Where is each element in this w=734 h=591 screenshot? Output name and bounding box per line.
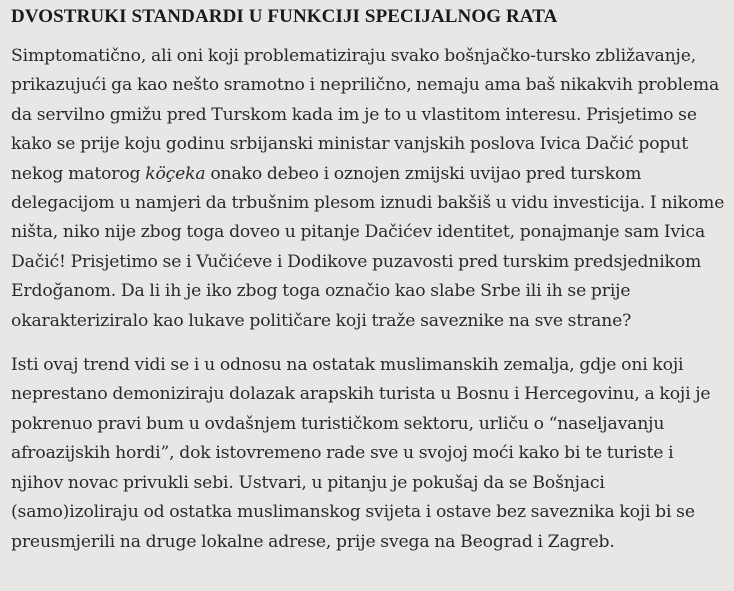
section-heading: DVOSTRUKI STANDARDI U FUNKCIJI SPECIJALNOG RATA bbox=[11, 6, 558, 27]
paragraph-1 bbox=[11, 42, 727, 336]
paragraph-1-italic-term: köçeka bbox=[145, 163, 206, 184]
paragraph-1-text-start: Simptomatično, ali oni koji problematiziraju svako bošnjačko-tursko zbližavanje, prikazujući ga kao nešto sramotno i neprilično, nemaju ama baš nikakvih problema da servilno gmižu pred Turskom kada im je to u vlastitom interesu. Prisjetimo se kako se prije koju godinu srbijanski ministar vanjskih poslova Ivica Dačić poput nekog matorog bbox=[11, 46, 720, 184]
paragraph-2: Isti ovaj trend vidi se i u odnosu na ostatak muslimanskih zemalja, gdje oni koji neprestano demoniziraju dolazak arapskih turista u Bosnu i Hercegovinu, a koji je pokrenuo pravi bum u ovdašnjem turističkom sektoru, urliču o “naseljavanju afroazijskih hordi”, dok istovremeno rade sve u svojoj moći kako bi te turiste i njihov novac privukli sebi. Ustvari, u pitanju je pokušaj da se Bošnjaci (samo)izoliraju od ostatka muslimanskog svijeta i ostave bez saveznika koji bi se preusmjerili na druge lokalne adrese, prije svega na Beograd i Zagreb. bbox=[11, 355, 711, 552]
paragraph-1-text-end: onako debeo i oznojen zmijski uvijao pred turskom delegacijom u namjeri da trbušnim plesom iznudi bakšiš u vidu investicija. I nikome ništa, niko nije zbog toga doveo u pitanje Dačićev identitet, ponajmanje sam Ivica Dačić! Prisjetimo se i Vučićeve i Dodikove puzavosti pred turskim predsjednikom Erdoğanom. Da li ih je iko zbog toga označio kao slabe Srbe ili ih se prije okarakteriziralo kao lukave političare koji traže saveznike na sve strane? bbox=[11, 163, 725, 331]
article-body bbox=[11, 0, 727, 557]
